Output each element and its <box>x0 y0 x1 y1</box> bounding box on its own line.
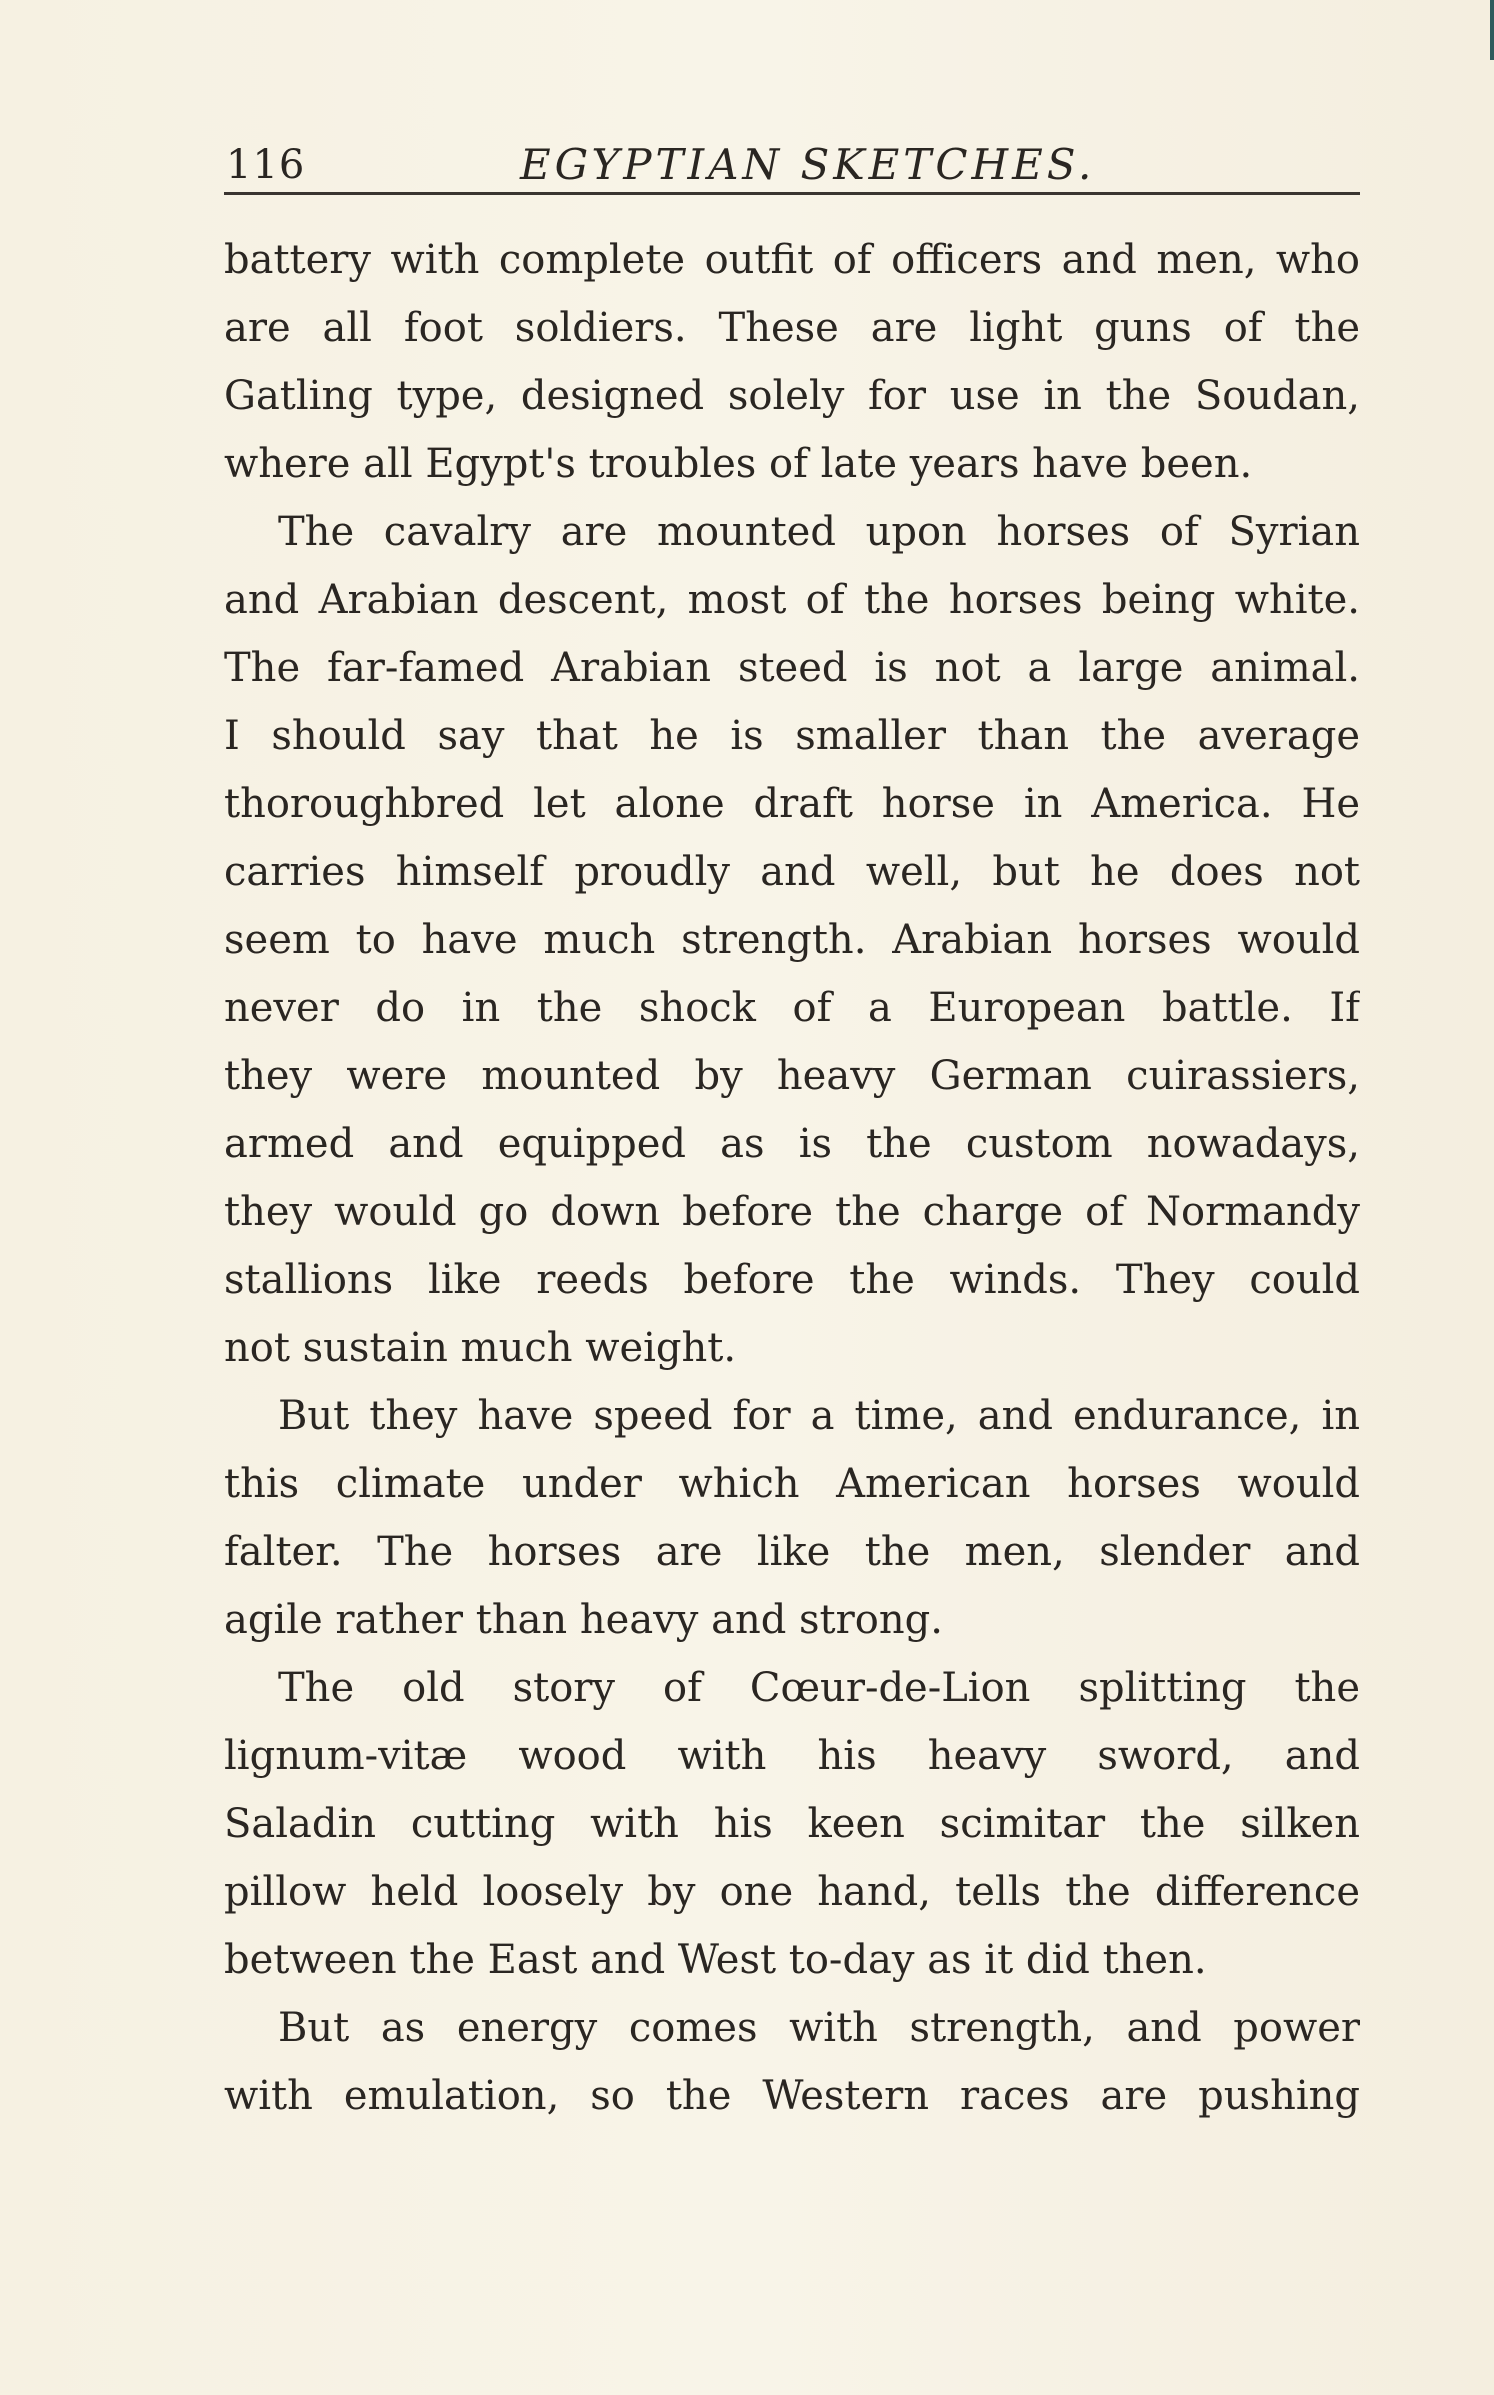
running-header <box>224 132 1354 192</box>
text-line: with emulation, so the Western races are pushing <box>224 2073 1360 2119</box>
running-title: EGYPTIAN SKETCHES. <box>520 140 1096 189</box>
text-line: seem to have much strength. Arabian horses would <box>224 917 1360 963</box>
text-line: thoroughbred let alone draft horse in America. He <box>224 781 1360 827</box>
text-line: But as energy comes with strength, and power <box>278 2005 1360 2051</box>
text-line: Gatling type, designed solely for use in the Soudan, <box>224 373 1360 419</box>
text-line: they would go down before the charge of Normandy <box>224 1189 1360 1235</box>
text-line: are all foot soldiers. These are light guns of the <box>224 305 1360 351</box>
body-text <box>224 226 1360 2130</box>
text-line: not sustain much weight. <box>224 1325 737 1371</box>
text-line: The old story of Cœur-de-Lion splitting the <box>278 1665 1360 1711</box>
text-line: this climate under which American horses would <box>224 1461 1360 1507</box>
text-line: carries himself proudly and well, but he does not <box>224 849 1360 895</box>
text-line: battery with complete outfit of officers and men, who <box>224 237 1360 283</box>
text-line: never do in the shock of a European battle. If <box>224 985 1360 1031</box>
page-number: 116 <box>226 142 306 188</box>
header-rule <box>224 192 1360 195</box>
text-line: But they have speed for a time, and endurance, in <box>278 1393 1360 1439</box>
text-line: stallions like reeds before the winds. They could <box>224 1257 1360 1303</box>
text-line: agile rather than heavy and strong. <box>224 1597 943 1643</box>
text-line: armed and equipped as is the custom nowadays, <box>224 1121 1360 1167</box>
text-line: they were mounted by heavy German cuirassiers, <box>224 1053 1360 1099</box>
text-line: and Arabian descent, most of the horses being white. <box>224 577 1360 623</box>
text-line: Saladin cutting with his keen scimitar the silken <box>224 1801 1360 1847</box>
text-line: between the East and West to-day as it did then. <box>224 1937 1207 1983</box>
text-line: The cavalry are mounted upon horses of Syrian <box>278 509 1360 555</box>
text-line: pillow held loosely by one hand, tells the difference <box>224 1869 1360 1915</box>
text-line: falter. The horses are like the men, slender and <box>224 1529 1360 1575</box>
text-line: lignum-vitæ wood with his heavy sword, and <box>224 1733 1360 1779</box>
text-line: where all Egypt's troubles of late years have been. <box>224 441 1253 487</box>
page-edge-mark <box>1490 0 1494 60</box>
text-line: The far-famed Arabian steed is not a large animal. <box>224 645 1360 691</box>
text-line: I should say that he is smaller than the average <box>224 713 1360 759</box>
